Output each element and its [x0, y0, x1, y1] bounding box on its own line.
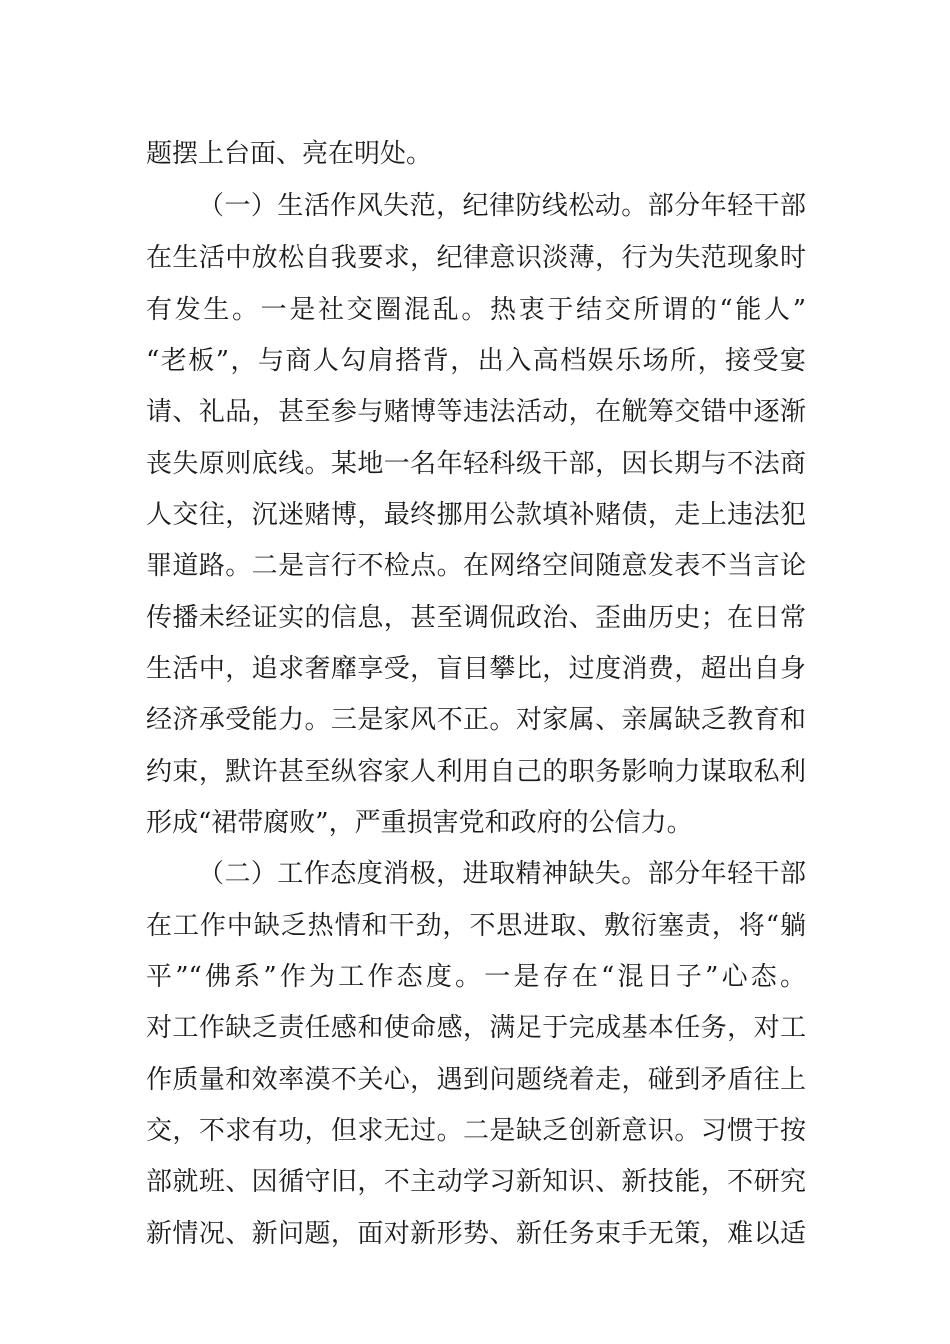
text-line: 经济承受能力。三是家风不正。对家属、亲属缺乏教育和	[146, 705, 806, 735]
text-line: 平”“佛系”作为工作态度。一是存在“混日子”心态。	[146, 962, 806, 992]
text-line: 有发生。一是社交圈混乱。热衷于结交所谓的“能人”	[146, 295, 806, 325]
text-line: 请、礼品，甚至参与赌博等违法活动，在觥筹交错中逐渐	[146, 397, 806, 427]
text-line: 作质量和效率漠不关心，遇到问题绕着走，碰到矛盾往上	[146, 1065, 806, 1095]
text-line: 在工作中缺乏热情和干劲，不思进取、敷衍塞责，将“躺	[146, 911, 806, 941]
text-line: 新情况、新问题，面对新形势、新任务束手无策，难以适	[146, 1219, 806, 1249]
text-line: 题摆上台面、亮在明处。	[146, 139, 433, 169]
text-line: “老板”，与商人勾肩搭背，出入高档娱乐场所，接受宴	[146, 346, 806, 376]
section-heading-2: （二）工作态度消极，进取精神缺失。部分年轻干部	[198, 859, 806, 889]
text-line: 在生活中放松自我要求，纪律意识淡薄，行为失范现象时	[146, 243, 806, 273]
text-line: 罪道路。二是言行不检点。在网络空间随意发表不当言论	[146, 551, 806, 581]
text-line: 形成“裙带腐败”，严重损害党和政府的公信力。	[146, 808, 693, 838]
text-line: 交，不求有功，但求无过。二是缺乏创新意识。习惯于按	[146, 1116, 806, 1146]
text-line: 人交往，沉迷赌博，最终挪用公款填补赌债，走上违法犯	[146, 500, 806, 530]
text-line: 丧失原则底线。某地一名年轻科级干部，因长期与不法商	[146, 449, 806, 479]
text-line: 部就班、因循守旧，不主动学习新知识、新技能，不研究	[146, 1167, 806, 1197]
text-line: 传播未经证实的信息，甚至调侃政治、歪曲历史；在日常	[146, 603, 806, 633]
text-line: 对工作缺乏责任感和使命感，满足于完成基本任务，对工	[146, 1013, 806, 1043]
section-heading-1: （一）生活作风失范，纪律防线松动。部分年轻干部	[198, 191, 806, 221]
text-line: 生活中，追求奢靡享受，盲目攀比，过度消费，超出自身	[146, 654, 806, 684]
text-line: 约束，默许甚至纵容家人利用自己的职务影响力谋取私利	[146, 757, 806, 787]
